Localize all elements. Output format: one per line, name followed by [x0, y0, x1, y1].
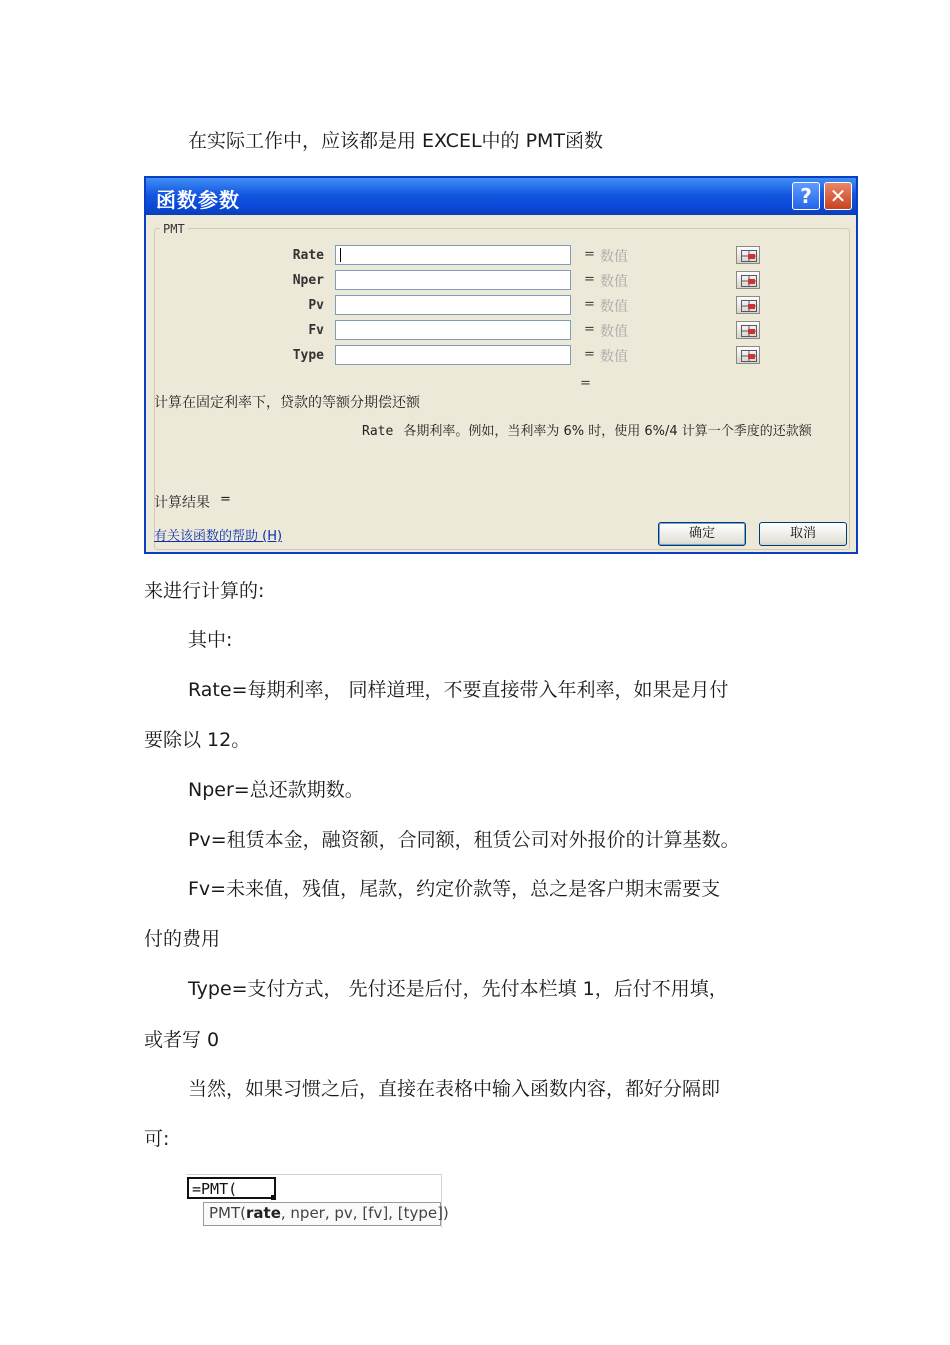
range-select-icon[interactable]: [736, 246, 760, 264]
formula-result-eq: =: [580, 376, 591, 391]
function-help-link[interactable]: 有关该函数的帮助 (H): [154, 529, 283, 544]
tooltip-current-arg[interactable]: rate: [246, 1204, 281, 1222]
arg-eq: =: [584, 272, 595, 287]
paragraph: 当然，如果习惯之后，直接在表格中输入函数内容，都好分隔即: [188, 1078, 721, 1100]
paragraph: Pv=租赁本金，融资额，合同额，租赁公司对外报价的计算基数。: [188, 829, 740, 851]
ok-button[interactable]: 确定: [658, 522, 746, 546]
paragraph: 来进行计算的:: [144, 580, 265, 602]
intro-text: 在实际工作中，应该都是用 EXCEL中的 PMT函数: [188, 130, 604, 152]
tooltip-other-args: , nper, pv, [fv], [type]): [280, 1204, 449, 1222]
argument-description: [362, 420, 812, 439]
arg-value: 数值: [600, 299, 628, 315]
calc-result-label: 计算结果: [154, 495, 210, 511]
rate-input[interactable]: [335, 245, 571, 265]
calc-result-eq: =: [220, 492, 231, 507]
paragraph: 其中:: [188, 629, 233, 651]
type-input[interactable]: [335, 345, 571, 365]
function-description: 计算在固定利率下，贷款的等额分期偿还额: [154, 395, 420, 411]
arg-eq: =: [584, 297, 595, 312]
arg-eq: =: [584, 347, 595, 362]
arg-value: 数值: [600, 274, 628, 290]
paragraph: Nper=总还款期数。: [188, 779, 364, 801]
close-icon[interactable]: ✕: [824, 182, 852, 210]
arg-eq: =: [584, 322, 595, 337]
dialog-title: 函数参数: [156, 188, 240, 212]
range-select-icon[interactable]: [736, 296, 760, 314]
arg-value: 数值: [600, 249, 628, 265]
active-cell[interactable]: [187, 1177, 276, 1199]
help-icon[interactable]: ?: [792, 182, 820, 210]
fv-input[interactable]: [335, 320, 571, 340]
paragraph: Rate=每期利率， 同样道理，不要直接带入年利率，如果是月付: [188, 679, 729, 701]
arg-value: 数值: [600, 349, 628, 365]
arg-label-type: Type: [292, 348, 324, 363]
function-arguments-dialog: [144, 176, 858, 554]
argument-description-name: Rate: [362, 424, 394, 439]
paragraph: 要除以 12。: [144, 729, 251, 751]
paragraph: Type=支付方式， 先付还是后付，先付本栏填 1，后付不用填，: [188, 978, 728, 1000]
arg-eq: =: [584, 247, 595, 262]
range-select-icon[interactable]: [736, 346, 760, 364]
pv-input[interactable]: [335, 295, 571, 315]
group-label: PMT: [160, 222, 188, 236]
gridline: [186, 1174, 442, 1175]
arg-label-pv: Pv: [308, 298, 324, 313]
fill-handle[interactable]: [271, 1195, 276, 1200]
cell-formula: =PMT(: [192, 1180, 238, 1198]
arg-value: 数值: [600, 324, 628, 340]
paragraph: 付的费用: [144, 928, 221, 950]
argument-description-text: 各期利率。例如，当利率为 6% 时，使用 6%/4 计算一个季度的还款额: [403, 424, 812, 439]
arg-label-fv: Fv: [308, 323, 324, 338]
arg-label-rate: Rate: [292, 248, 324, 263]
cancel-button[interactable]: 取消: [759, 522, 847, 546]
dialog-titlebar[interactable]: [146, 178, 856, 215]
function-tooltip: [203, 1202, 449, 1226]
range-select-icon[interactable]: [736, 321, 760, 339]
paragraph: Fv=未来值，残值，尾款，约定价款等，总之是客户期末需要支: [188, 878, 721, 900]
paragraph: 可:: [144, 1128, 170, 1150]
paragraph: 或者写 0: [144, 1029, 220, 1051]
text-cursor: [340, 248, 341, 262]
nper-input[interactable]: [335, 270, 571, 290]
tooltip-function-name: PMT(: [209, 1204, 247, 1222]
arg-label-nper: Nper: [292, 273, 324, 288]
range-select-icon[interactable]: [736, 271, 760, 289]
